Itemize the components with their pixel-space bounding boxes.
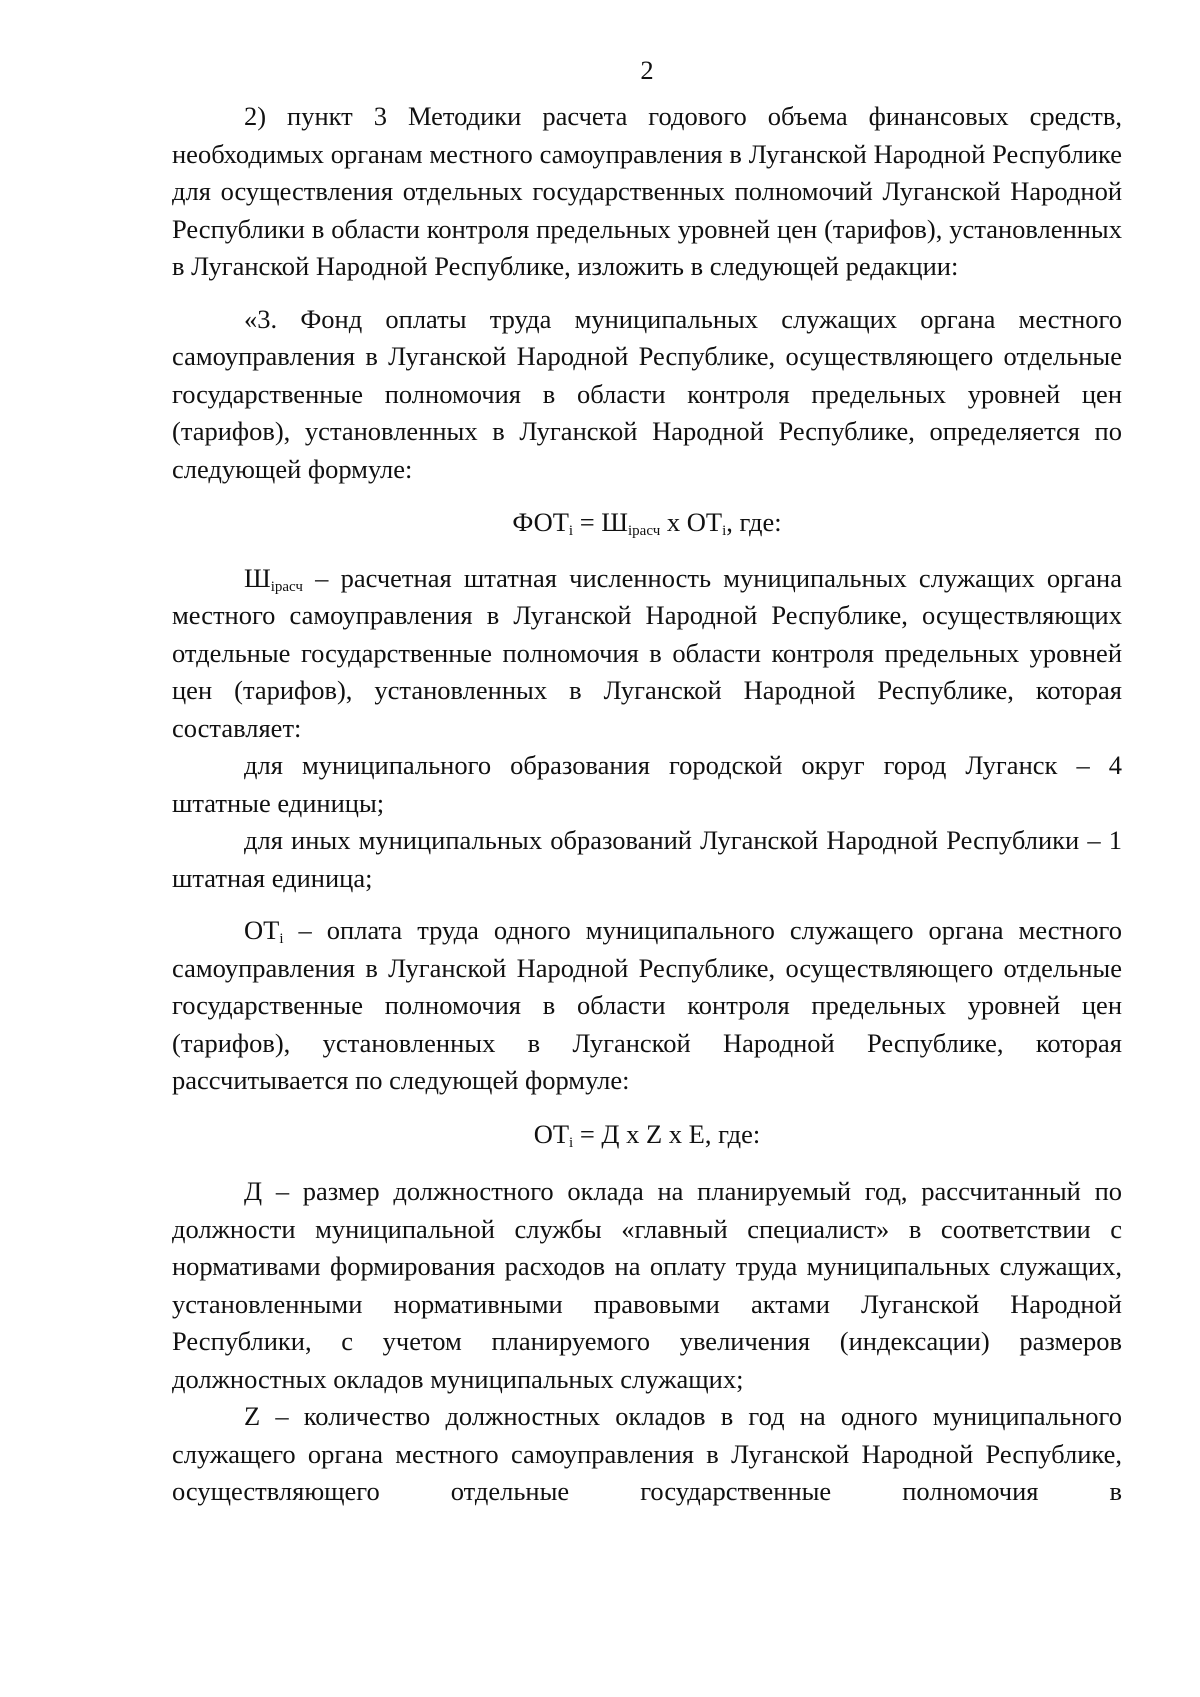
formula-ot-sub: i — [722, 523, 727, 539]
formula-ot-lhs: ОТ — [533, 1118, 570, 1149]
definition-ot — [172, 912, 1122, 1100]
definition-ot-sub: i — [279, 931, 284, 947]
formula-sh-term: = Ш — [573, 507, 629, 537]
definition-ot-text: – оплата труда одного муниципального служащего органа местного самоуправления в Луганской Народной Республике, осуществляющего отдельные государственные полномочия в области контроля предельных уровней цен (тарифов), установленных в Луганской Народной Республике, которая рассчитывается по следующей формуле: — [172, 915, 1122, 1095]
definition-z: Z – количество должностных окладов в год на одного муниципального служащего органа местного самоуправления в Луганской Народной Республике, осуществляющего отдельные государственные полномочия в — [172, 1401, 1122, 1506]
paragraph-item-3-fund: «3. Фонд оплаты труда муниципальных служащих органа местного самоуправления в Луганской Народной Республике, осуществляющего отдельные государственные полномочия в области контроля предельных уровней цен (тарифов), установленных в Луганской Народной Республике, определяется по следующей формуле: — [172, 303, 1122, 484]
list-item-other: для иных муниципальных образований Луганской Народной Республики – 1 штатная единица; — [172, 825, 1122, 893]
definition-d: Д – размер должностного оклада на планируемый год, рассчитанный по должности муниципальной службы «главный специалист» в соответствии с нормативами формирования расходов на оплату труда муниципальных служащих, установленными нормативными правовыми актами Луганской Народной Республики, с учетом планируемого увеличения (индексации) размеров должностных окладов муниципальных служащих; — [172, 1176, 1122, 1394]
document-page — [172, 52, 1122, 1511]
definition-sh-sub: iрасч — [270, 578, 303, 595]
formula-ot-term: х ОТ — [660, 507, 723, 537]
definition-sh-text: – расчетная штатная численность муниципальных служащих органа местного самоуправления в Луганской Народной Республике, осуществляющих отдельные государственные полномочия в области контроля предельных уровней цен (тарифов), установленных в Луганской Народной Республике, которая составляет: — [172, 562, 1122, 743]
formula-ot — [172, 1116, 1122, 1154]
paragraph-item-2: 2) пункт 3 Методики расчета годового объема финансовых средств, необходимых органам местного самоуправления в Луганской Народной Республике для осуществления отдельных государственных полномочий Луганской Народной Республики в области контроля предельных уровней цен (тарифов), установленных в Луганской Народной Республике, изложить в следующей редакции: — [172, 101, 1122, 281]
definition-ot-symbol: ОТ — [244, 915, 280, 945]
formula-ot-rhs: = Д х Z х Е, где: — [573, 1118, 761, 1149]
formula-sh-sub: iрасч — [628, 523, 661, 539]
formula-ot-lhs-sub: i — [569, 1134, 574, 1151]
formula-where: , где: — [726, 507, 782, 537]
formula-fot-term: ФОТ — [512, 507, 569, 537]
definition-sh-symbol: Ш — [244, 562, 271, 593]
formula-fot — [172, 504, 1122, 542]
page-number: 2 — [640, 55, 654, 85]
definition-sh — [172, 560, 1122, 748]
formula-fot-sub: i — [568, 523, 574, 539]
list-item-lugansk: для муниципального образования городской округ город Луганск – 4 штатные единицы; — [172, 750, 1122, 818]
